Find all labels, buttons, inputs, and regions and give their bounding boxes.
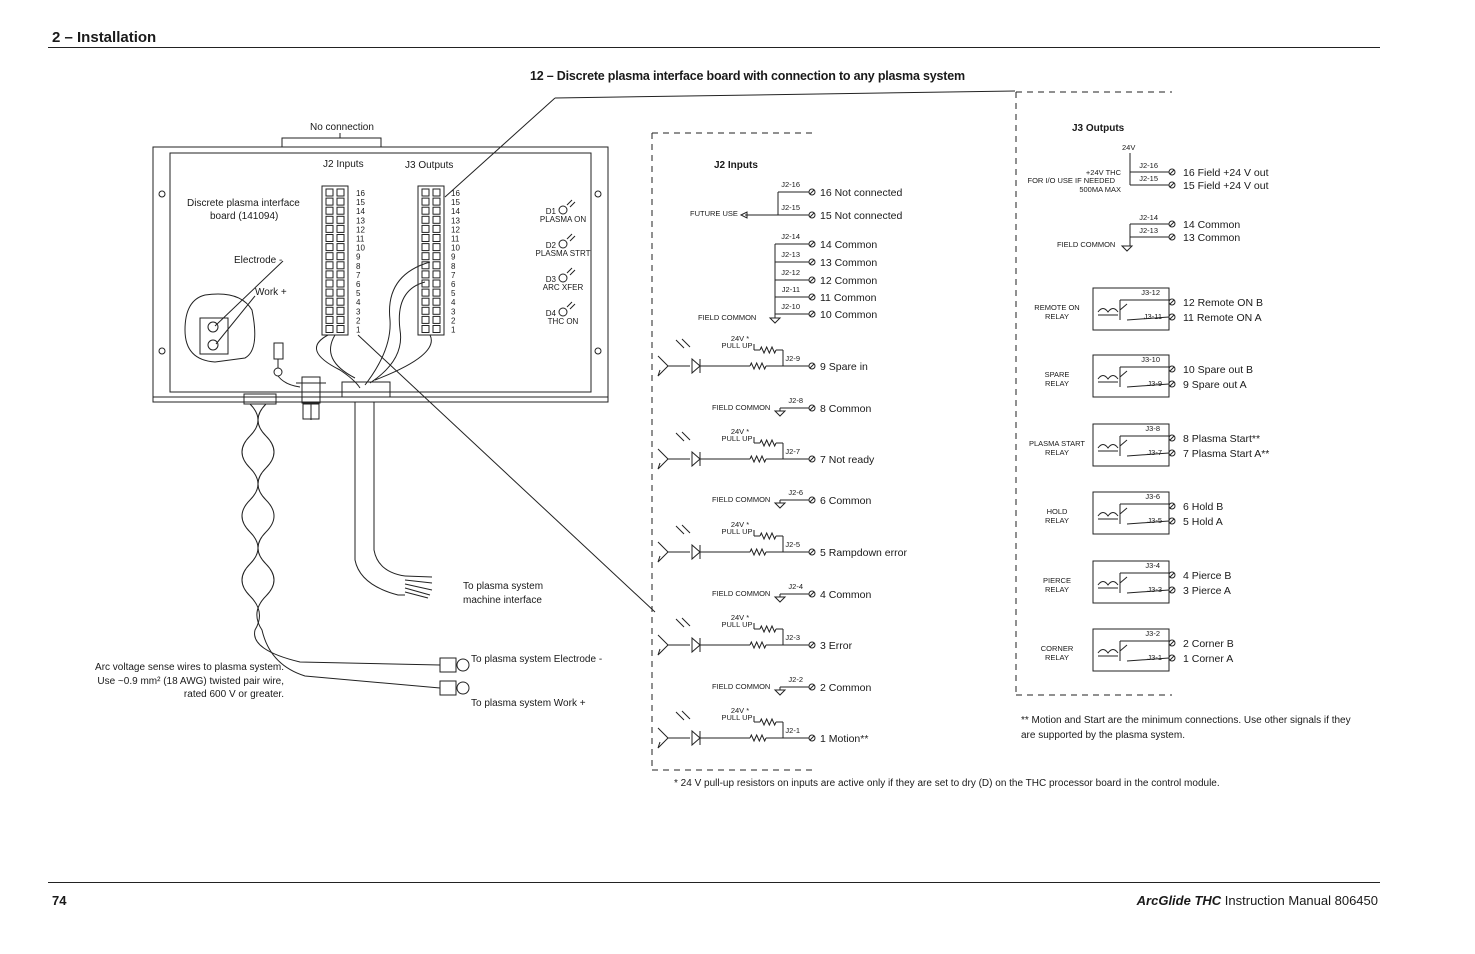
terminal-screw (326, 198, 333, 205)
board-label-line1: Discrete plasma interface (187, 198, 300, 209)
ground-symbol (775, 690, 785, 695)
terminal-screw (433, 198, 440, 205)
terminal-screw (326, 207, 333, 214)
optocoupler-diode-icon (692, 638, 700, 652)
j2-pin-number: J2-11 (781, 285, 800, 294)
j2-pin-label: 5 Rampdown error (820, 547, 907, 559)
relay-name: RELAY (1044, 516, 1070, 525)
double-star-note-line2: are supported by the plasma system. (1021, 730, 1185, 741)
j3-pin-number: J3-5 (1147, 516, 1162, 525)
pullup-label: PULL UP (721, 434, 753, 443)
j3-terminal-number: 10 (451, 243, 460, 253)
ground-symbol (775, 597, 785, 602)
j3-pin-label: 16 Field +24 V out (1183, 167, 1269, 179)
resistor-symbol (750, 735, 766, 741)
ground-symbol (775, 411, 785, 416)
to-electrode-label: To plasma system Electrode - (471, 654, 603, 665)
relay-name: HOLD (1046, 507, 1068, 516)
pullup-label: PULL UP (721, 527, 753, 536)
resistor-symbol (750, 363, 766, 369)
pullup-label: 24V * (730, 706, 750, 715)
relay-coil-icon (1098, 309, 1118, 313)
relay-label-a: 11 Remote ON A (1183, 312, 1262, 324)
j2-pin-label: 11 Common (820, 292, 877, 304)
terminal-screw (422, 244, 429, 251)
no-connection-label: No connection (310, 122, 374, 133)
arc-note-line3: rated 600 V or greater. (183, 689, 284, 700)
j2-field-common-label: FIELD COMMON (712, 403, 771, 412)
relay-name: RELAY (1044, 312, 1070, 321)
j2-terminal-number: 13 (356, 216, 365, 226)
j3-pin-number: J3-9 (1147, 379, 1162, 388)
terminal-screw (422, 316, 429, 323)
optocoupler-light-icon (676, 618, 690, 627)
to-machine-line1: To plasma system (463, 581, 544, 592)
double-star-note-line1: ** Motion and Start are the minimum connections. Use other signals if they (1021, 715, 1351, 726)
relay-label-b: 2 Corner B (1183, 638, 1234, 650)
future-use-label: FUTURE USE (690, 209, 738, 218)
j2-pin-number: J2-12 (781, 268, 800, 277)
terminal-screw (337, 189, 344, 196)
board-j2-label: J2 Inputs (323, 159, 364, 170)
led-icon (559, 274, 567, 282)
relay-label-a: 5 Hold A (1183, 516, 1223, 528)
optocoupler-transistor-icon (658, 356, 690, 376)
j2-pin-label: 15 Not connected (820, 210, 903, 222)
j3-pin-number: J3-1 (1147, 653, 1162, 662)
terminal-screw (326, 316, 333, 323)
pullup-label: PULL UP (721, 620, 753, 629)
j2-pin-label: 14 Common (820, 239, 878, 251)
j3-terminal-number: 16 (451, 189, 460, 198)
j3-terminal-number: 9 (451, 252, 456, 262)
relay-contact-icon (1120, 645, 1127, 651)
optocoupler-diode-icon (692, 545, 700, 559)
led-label: PLASMA ON (539, 215, 587, 224)
terminal-screw (326, 253, 333, 260)
j3-pin-number: J3-10 (1141, 355, 1160, 364)
j3-terminal-number: 7 (451, 270, 456, 280)
optocoupler-light-icon (676, 432, 690, 441)
j2-terminal-number: 5 (356, 289, 361, 299)
resistor-symbol (760, 347, 776, 353)
terminal-screw (337, 289, 344, 296)
j2-terminal-number: 14 (356, 207, 365, 217)
relay-name: REMOTE ON (1034, 303, 1080, 312)
terminal-screw (337, 244, 344, 251)
relay-label-b: 4 Pierce B (1183, 570, 1232, 582)
relay-contact-icon (1120, 508, 1127, 514)
terminal-screw (422, 216, 429, 223)
terminal-screw (337, 316, 344, 323)
j2-pin-number: J2-8 (788, 396, 803, 405)
j3-pin-label: 15 Field +24 V out (1183, 180, 1269, 192)
relay-label-a: 9 Spare out A (1183, 379, 1247, 391)
terminal-screw (433, 244, 440, 251)
relay-label-a: 1 Corner A (1183, 653, 1234, 665)
j3-pin-number: J3-4 (1145, 561, 1160, 570)
j2-pin-number: J2-9 (785, 354, 800, 363)
j2-terminal-number: 3 (356, 307, 361, 317)
led-id: D4 (545, 309, 556, 318)
j3-pin-number: J3-2 (1145, 629, 1160, 638)
j3-terminal-number: 11 (451, 234, 460, 244)
j2-terminal-number: 8 (356, 261, 361, 271)
j2-pin-label: 7 Not ready (820, 454, 875, 466)
j2-pin-label: 16 Not connected (820, 187, 903, 199)
terminal-screw (326, 216, 333, 223)
j2-terminal-number: 10 (356, 243, 365, 253)
arc-note-line2: Use ~0.9 mm² (18 AWG) twisted pair wire, (97, 676, 284, 687)
led-light-rays-icon (567, 302, 575, 309)
j2-pin-label: 4 Common (820, 589, 872, 601)
terminal-screw (326, 235, 333, 242)
resistor-symbol (760, 626, 776, 632)
j2-pin-number: J2-13 (781, 250, 800, 259)
terminal-screw (337, 207, 344, 214)
terminal-screw (422, 307, 429, 314)
j3-pin-number: J2-15 (1139, 174, 1158, 183)
j3-terminal-number: 14 (451, 207, 460, 217)
product-name: ArcGlide THC (1136, 893, 1222, 908)
terminal-screw (337, 253, 344, 260)
j2-pin-number: J2-6 (788, 488, 803, 497)
j2-field-common-top: FIELD COMMON (698, 313, 757, 322)
terminal-screw (433, 189, 440, 196)
j2-pin-number: J2-7 (785, 447, 800, 456)
j3-terminal-number: 8 (451, 261, 456, 271)
relay-contact-icon (1120, 371, 1127, 377)
j2-pin-number: J2-4 (788, 582, 803, 591)
relay-coil-icon (1098, 445, 1118, 449)
thc-label-line3: 500MA MAX (1079, 185, 1121, 194)
j2-title: J2 Inputs (714, 160, 758, 171)
j2-pin-label: 12 Common (820, 275, 878, 287)
led-icon (559, 206, 567, 214)
terminal-screw (422, 289, 429, 296)
led-id: D2 (545, 241, 556, 250)
terminal-screw (422, 198, 429, 205)
board-label-line2: board (141094) (210, 211, 279, 222)
terminal-screw (326, 244, 333, 251)
j3-pin-number: J3-3 (1147, 585, 1162, 594)
terminal-screw (433, 225, 440, 232)
arc-note-line1: Arc voltage sense wires to plasma system. (95, 662, 284, 673)
terminal-screw (337, 298, 344, 305)
j2-terminal-number: 7 (356, 270, 361, 280)
optocoupler-light-icon (676, 339, 690, 348)
resistor-symbol (760, 719, 776, 725)
resistor-symbol (750, 456, 766, 462)
terminal-screw (422, 225, 429, 232)
led-label: PLASMA STRT (535, 249, 591, 258)
j2-pin-label: 13 Common (820, 257, 878, 269)
terminal-screw (337, 225, 344, 232)
board-j3-label: J3 Outputs (405, 160, 454, 171)
terminal-screw (326, 225, 333, 232)
j2-pin-label: 3 Error (820, 640, 853, 652)
optocoupler-transistor-icon (658, 728, 690, 748)
terminal-screw (422, 235, 429, 242)
j3-field-common: FIELD COMMON (1057, 240, 1116, 249)
j3-pin-number: J3-8 (1145, 424, 1160, 433)
terminal-screw (326, 289, 333, 296)
j2-field-common-label: FIELD COMMON (712, 682, 771, 691)
optocoupler-light-icon (676, 525, 690, 534)
relay-label-b: 8 Plasma Start** (1183, 433, 1261, 445)
enclosure-outline (153, 147, 608, 397)
relay-name: PIERCE (1043, 576, 1071, 585)
terminal-screw (433, 216, 440, 223)
optocoupler-diode-icon (692, 731, 700, 745)
terminal-screw (433, 280, 440, 287)
pullup-label: PULL UP (721, 341, 753, 350)
resistor-symbol (760, 533, 776, 539)
resistor-symbol (760, 440, 776, 446)
j2-terminal-number: 15 (356, 198, 365, 208)
j2-terminal-number: 6 (356, 280, 361, 289)
led-label: ARC XFER (542, 283, 584, 292)
terminal-screw (337, 198, 344, 205)
led-light-rays-icon (567, 234, 575, 241)
led-icon (559, 308, 567, 316)
single-star-note: * 24 V pull-up resistors on inputs are active only if they are set to dry (D) on the THC processor board in the control module. (674, 778, 1220, 789)
to-machine-line2: machine interface (463, 595, 542, 606)
j3-terminal-number: 3 (451, 307, 456, 317)
ground-symbol (770, 318, 780, 323)
page-number: 74 (52, 893, 67, 908)
pullup-label: 24V * (730, 334, 750, 343)
pullup-label: 24V * (730, 613, 750, 622)
terminal-screw (337, 307, 344, 314)
optocoupler-transistor-icon (658, 635, 690, 655)
j2-pin-label: 2 Common (820, 682, 872, 694)
resistor-symbol (750, 549, 766, 555)
electrode-label: Electrode - (234, 255, 283, 266)
terminal-screw (433, 253, 440, 260)
relay-coil-icon (1098, 376, 1118, 380)
led-light-rays-icon (567, 268, 575, 275)
relay-name: RELAY (1044, 653, 1070, 662)
j3-pin-label: 13 Common (1183, 232, 1241, 244)
led-id: D1 (545, 207, 556, 216)
j2-pin-label: 6 Common (820, 495, 872, 507)
terminal-screw (422, 298, 429, 305)
led-light-rays-icon (567, 200, 575, 207)
relay-contact-icon (1120, 440, 1127, 446)
terminal-screw (433, 298, 440, 305)
terminal-screw (433, 262, 440, 269)
relay-coil-icon (1098, 513, 1118, 517)
optocoupler-diode-icon (692, 359, 700, 373)
j3-terminal-number: 13 (451, 216, 460, 226)
relay-name: RELAY (1044, 379, 1070, 388)
relay-name: SPARE (1044, 370, 1070, 379)
relay-label-a: 3 Pierce A (1183, 585, 1231, 597)
terminal-screw (422, 280, 429, 287)
terminal-screw (326, 298, 333, 305)
j3-terminal-number: 2 (451, 316, 456, 326)
relay-coil-icon (1098, 650, 1118, 654)
j2-terminal-number: 9 (356, 252, 361, 262)
j2-terminal-number: 12 (356, 225, 365, 235)
j3-pin-number: J2-14 (1139, 213, 1158, 222)
pullup-label: 24V * (730, 520, 750, 529)
ground-symbol (1122, 246, 1132, 251)
terminal-screw (422, 189, 429, 196)
terminal-screw (337, 216, 344, 223)
section-title: 2 – Installation (52, 29, 157, 46)
j3-title: J3 Outputs (1072, 123, 1125, 134)
j3-pin-number: J3-11 (1143, 312, 1162, 321)
thc-label-line1: +24V THC (1085, 168, 1121, 177)
terminal-screw (326, 326, 333, 333)
resistor-symbol (750, 642, 766, 648)
j3-pin-label: 14 Common (1183, 219, 1241, 231)
to-work-label: To plasma system Work + (471, 698, 586, 709)
j3-pin-number: J2-16 (1139, 161, 1158, 170)
terminal-screw (433, 289, 440, 296)
j2-pin-label: 9 Spare in (820, 361, 868, 373)
relay-name: CORNER (1040, 644, 1074, 653)
j2-pin-number: J2-5 (785, 540, 800, 549)
j2-field-common-label: FIELD COMMON (712, 589, 771, 598)
j2-terminal-number: 4 (356, 298, 361, 308)
terminal-screw (422, 207, 429, 214)
j2-pin-number: J2-15 (781, 203, 800, 212)
thc-label-line2: FOR I/O USE IF NEEDED (1027, 176, 1115, 185)
j3-terminal-number: 5 (451, 289, 456, 299)
j3-terminal-number: 12 (451, 225, 460, 235)
j2-pin-number: J2-3 (785, 633, 800, 642)
j2-terminal-number: 16 (356, 189, 365, 198)
terminal-screw (337, 271, 344, 278)
no-connection-connector (282, 138, 381, 147)
relay-contact-icon (1120, 577, 1127, 583)
terminal-screw (326, 307, 333, 314)
terminal-screw (433, 316, 440, 323)
pullup-label: 24V * (730, 427, 750, 436)
j3-pin-number: J3-7 (1147, 448, 1162, 457)
j3-pin-number: J3-12 (1141, 288, 1160, 297)
pullup-label: PULL UP (721, 713, 753, 722)
optocoupler-diode-icon (692, 452, 700, 466)
optocoupler-light-icon (676, 711, 690, 720)
document-footer (1137, 893, 1378, 908)
led-label: THC ON (547, 317, 579, 326)
led-icon (559, 240, 567, 248)
terminal-screw (433, 271, 440, 278)
relay-coil-icon (1098, 582, 1118, 586)
manual-label: Instruction Manual 806450 (1221, 893, 1378, 908)
terminal-screw (433, 207, 440, 214)
relay-contact-icon (1120, 304, 1127, 310)
j2-field-common-label: FIELD COMMON (712, 495, 771, 504)
relay-label-b: 12 Remote ON B (1183, 297, 1263, 309)
terminal-screw (337, 326, 344, 333)
j2-terminal-number: 11 (356, 234, 365, 244)
j2-pin-number: J2-14 (781, 232, 800, 241)
relay-label-b: 6 Hold B (1183, 501, 1224, 513)
j2-pin-label: 10 Common (820, 309, 878, 321)
j2-pin-number: J2-10 (781, 302, 800, 311)
led-id: D3 (545, 275, 556, 284)
j3-terminal-number: 6 (451, 280, 456, 289)
relay-name: RELAY (1044, 585, 1070, 594)
terminal-screw (337, 235, 344, 242)
terminal-screw (422, 271, 429, 278)
terminal-screw (422, 253, 429, 260)
j3-terminal-number: 15 (451, 198, 460, 208)
terminal-screw (326, 189, 333, 196)
j3-24v-label: 24V (1122, 143, 1136, 152)
terminal-screw (433, 326, 440, 333)
j2-pin-label: 1 Motion** (820, 733, 869, 745)
j2-pin-number: J2-16 (781, 180, 800, 189)
j3-pin-number: J2-13 (1139, 226, 1158, 235)
footer-rule (48, 882, 1380, 883)
relay-label-a: 7 Plasma Start A** (1183, 448, 1270, 460)
terminal-screw (326, 262, 333, 269)
j2-pin-number: J2-1 (785, 726, 800, 735)
j3-terminal-number: 4 (451, 298, 456, 308)
j3-pin-number: J3-6 (1145, 492, 1160, 501)
j2-pin-label: 8 Common (820, 403, 872, 415)
j2-pin-number: J2-2 (788, 675, 803, 684)
relay-name: RELAY (1044, 448, 1070, 457)
electrode-work-terminal (200, 318, 228, 354)
relay-name: PLASMA START (1029, 439, 1085, 448)
terminal-screw (433, 307, 440, 314)
terminal-screw (337, 262, 344, 269)
j3-terminal-number: 1 (451, 325, 456, 335)
terminal-screw (422, 326, 429, 333)
work-label: Work + (255, 287, 287, 298)
terminal-screw (326, 271, 333, 278)
j2-terminal-number: 2 (356, 316, 361, 326)
terminal-screw (326, 280, 333, 287)
figure-caption: 12 – Discrete plasma interface board with connection to any plasma system (530, 69, 965, 83)
optocoupler-transistor-icon (658, 449, 690, 469)
j2-terminal-number: 1 (356, 325, 361, 335)
optocoupler-transistor-icon (658, 542, 690, 562)
terminal-screw (433, 235, 440, 242)
relay-label-b: 10 Spare out B (1183, 364, 1254, 376)
ground-symbol (775, 503, 785, 508)
terminal-screw (337, 280, 344, 287)
